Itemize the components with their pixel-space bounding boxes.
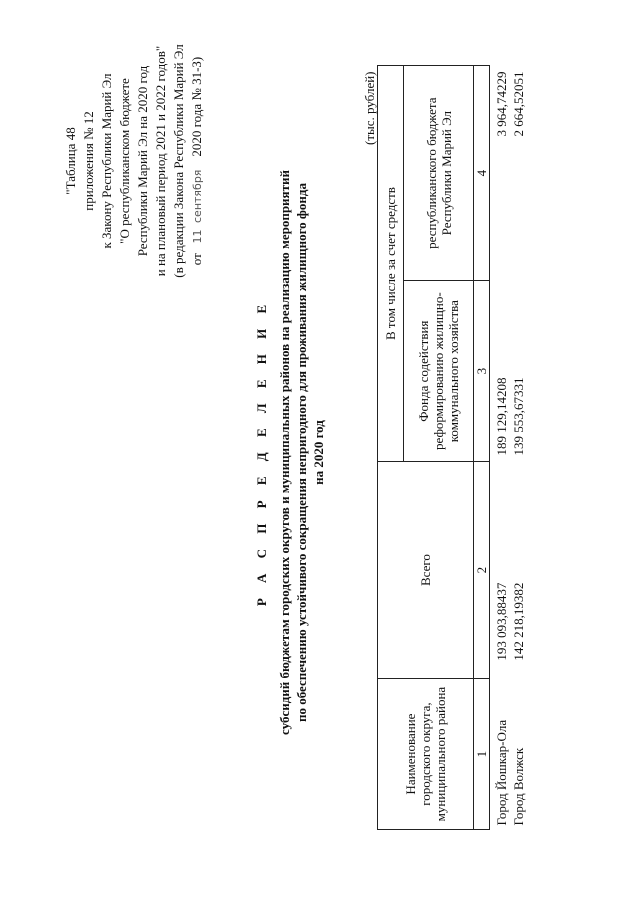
row-total: 142 218,19382: [511, 582, 526, 661]
subtitle-line: на 2020 год: [311, 420, 326, 485]
date-rest: 2020 года № 31-З): [189, 56, 204, 157]
row-republic-budget: 2 664,52051: [511, 71, 526, 137]
units-label: (тыс. рублей): [362, 71, 377, 145]
document-title: Р А С П Р Е Д Е Л Е Н И Е: [254, 298, 269, 607]
date-day: 11: [191, 229, 204, 244]
row-fund: 139 553,67331: [511, 377, 526, 456]
row-name: Город Йошкар-Ола: [494, 719, 509, 826]
table-row: [490, 66, 511, 830]
appendix-line: приложения № 12: [81, 111, 96, 211]
column-number: 2: [474, 462, 490, 679]
header-total: Всего: [378, 462, 474, 679]
appendix-reference: [62, 32, 207, 290]
subtitle-line: субсидий бюджетам городских округов и муниципальных районов на реализацию мероприятий: [277, 170, 292, 735]
column-number: 3: [474, 281, 490, 462]
appendix-line: "Таблица 48: [63, 127, 78, 195]
appendix-line: к Закону Республики Марий Эл: [99, 73, 114, 249]
header-fund: Фонда содействия реформированию жилищно-коммунального хозяйства: [404, 281, 474, 462]
header-republic-budget: республиканского бюджета Республики Марий Эл: [404, 66, 474, 281]
appendix-line: Республики Марий Эл на 2020 год: [135, 65, 150, 257]
row-fund: 189 129,14208: [494, 377, 509, 456]
row-republic-budget: 3 964,74229: [494, 71, 509, 137]
header-group: В том числе за счет средств: [378, 66, 404, 462]
row-total: 193 093,88437: [494, 582, 509, 661]
amendment-date-line: [188, 32, 207, 290]
date-prefix: от: [189, 253, 204, 266]
table-row: [510, 66, 527, 830]
date-month: сентября: [191, 169, 204, 223]
column-number: 1: [474, 679, 490, 830]
appendix-line: "О республиканском бюджете: [117, 78, 132, 244]
document-subtitle: [276, 0, 327, 905]
header-name: Наименование городского округа, муниципального района: [378, 679, 474, 830]
appendix-line: (в редакции Закона Республики Марий Эл: [171, 44, 186, 278]
appendix-line: и на плановый период 2021 и 2022 годов": [153, 45, 168, 277]
allocation-table: [377, 65, 527, 830]
row-name: Город Волжск: [511, 747, 526, 826]
column-number: 4: [474, 66, 490, 281]
subtitle-line: по обеспечению устойчивого сокращения непригодного для проживания жилищного фонда: [294, 183, 309, 723]
